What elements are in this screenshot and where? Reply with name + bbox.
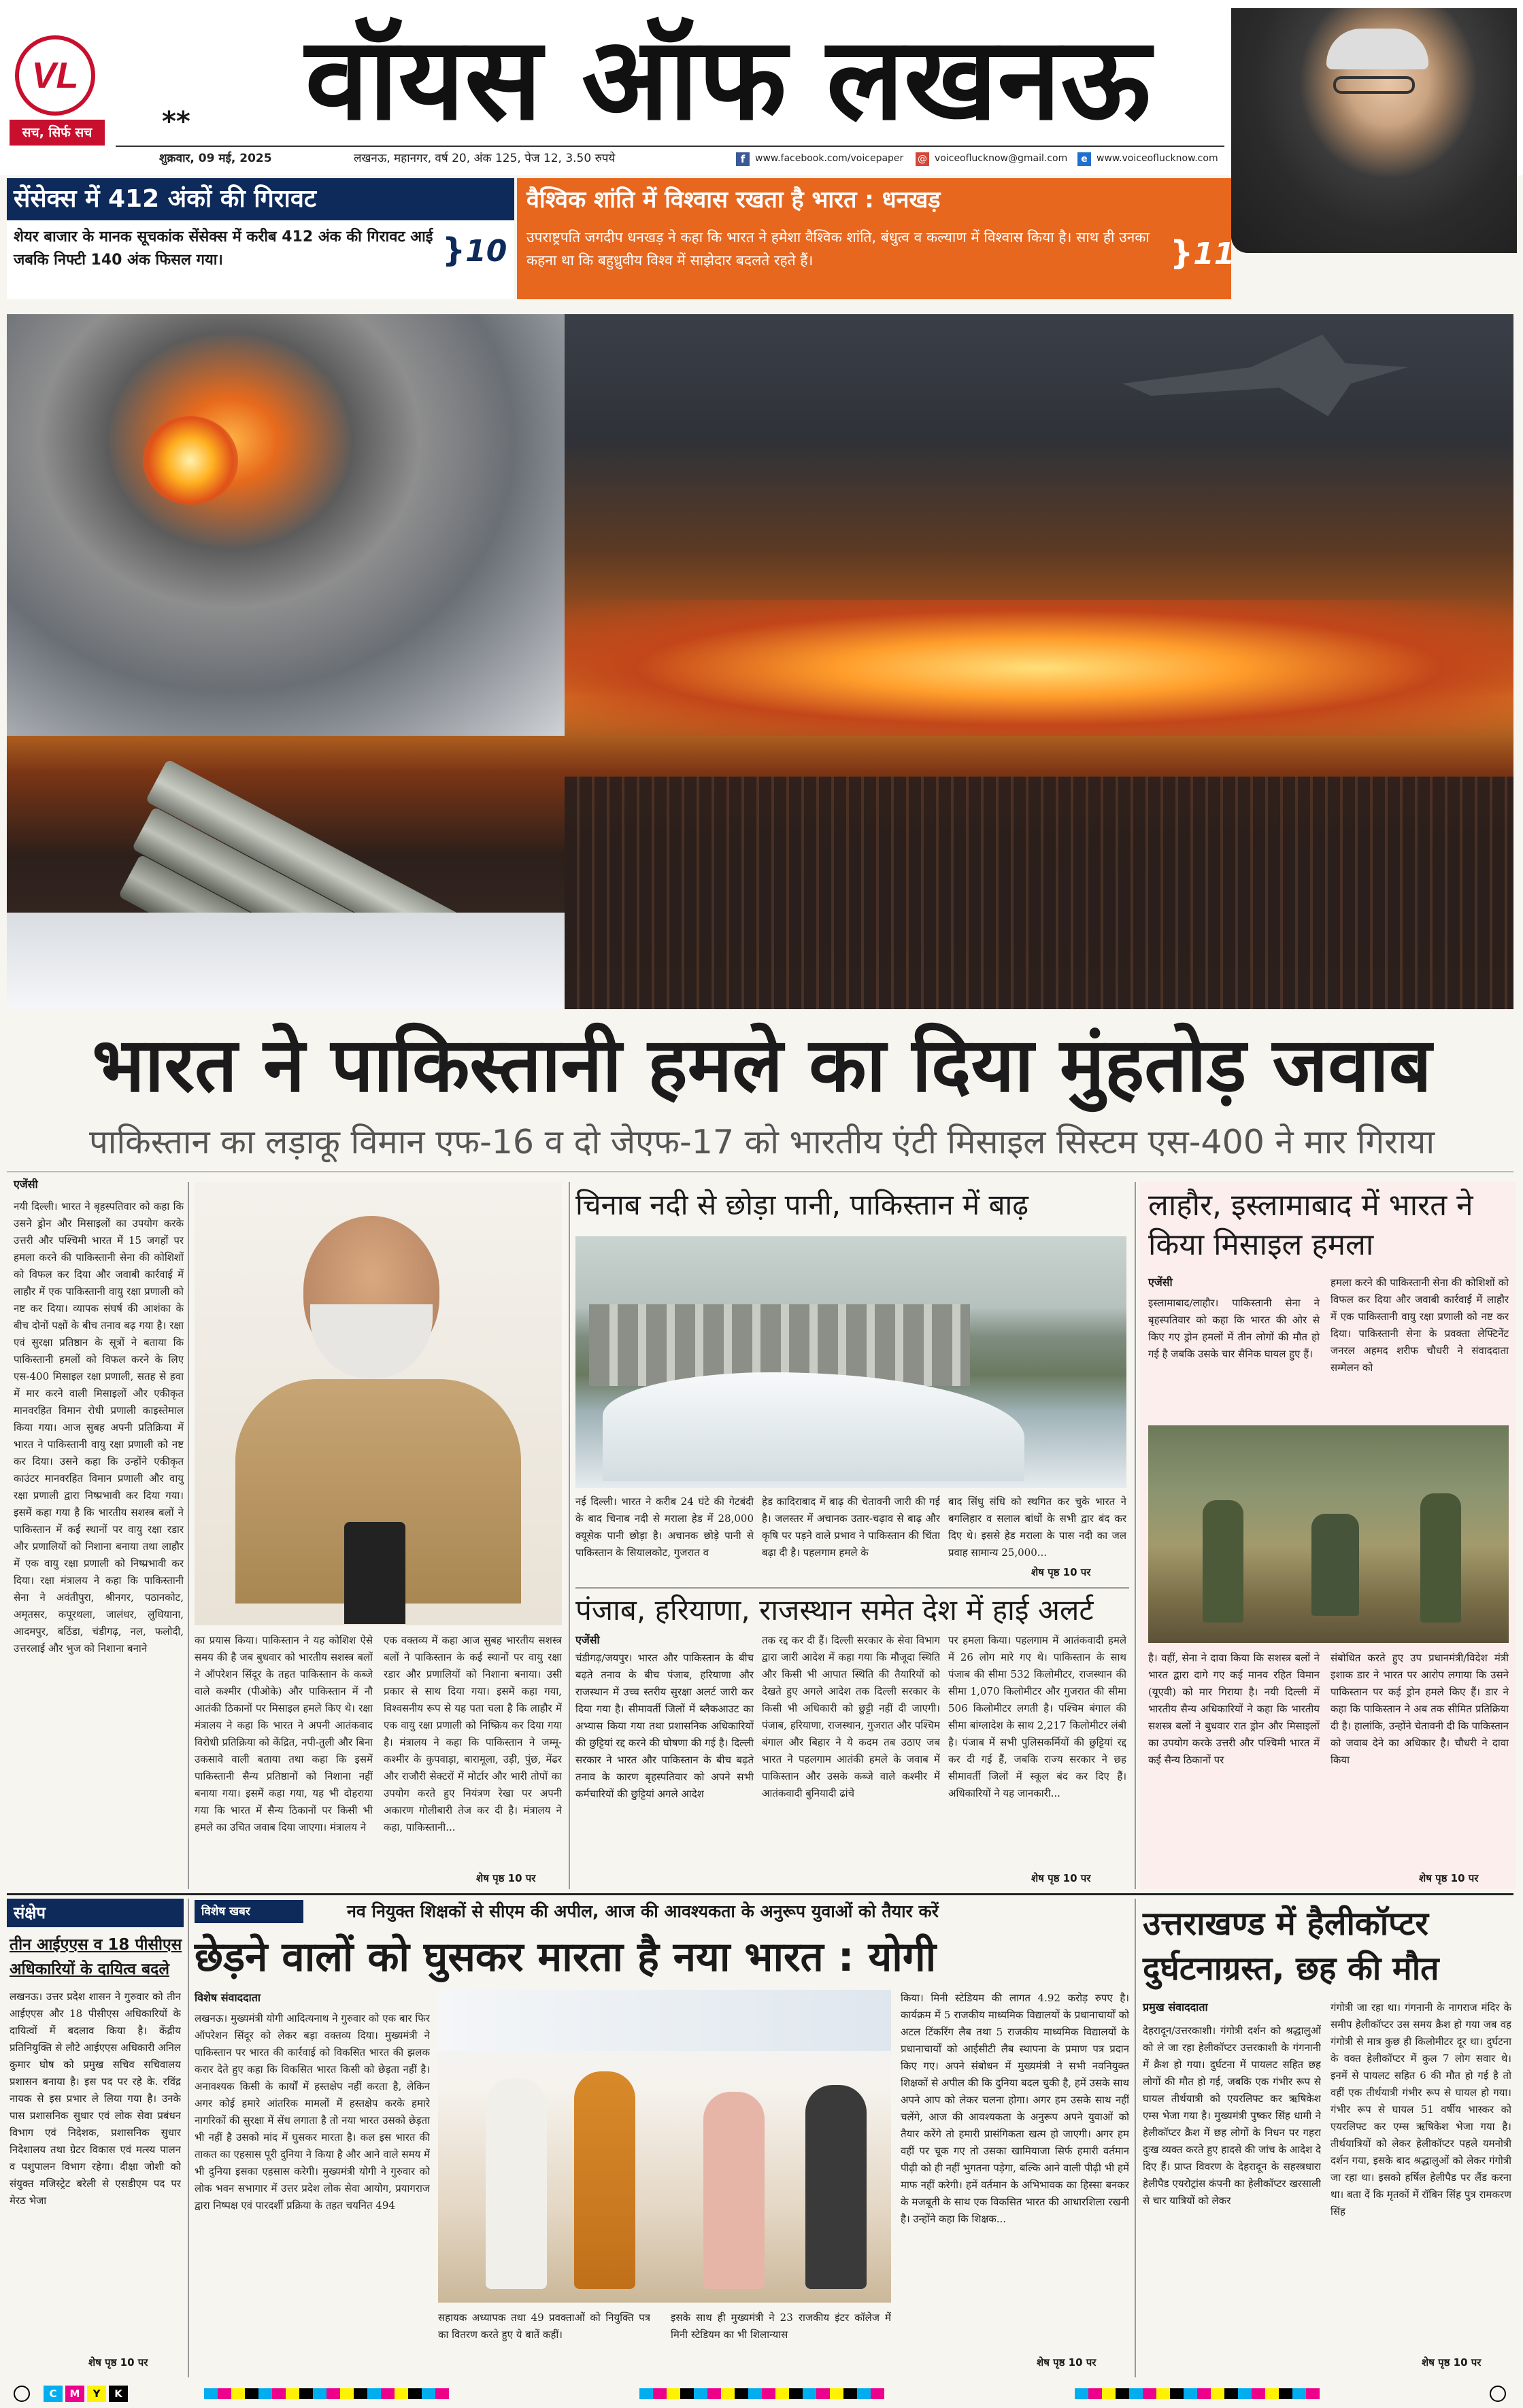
color-bar-2 xyxy=(639,2388,884,2399)
heli-col-1: देहरादून/उत्तरकाशी। गंगोत्री दर्शन को श्रद्धालुओं को ले जा रहा हेलीकॉप्टर उत्तरकाशी के गंगनानी में क्रैश हो गया। दुर्घटना में पायलट सहित छह लोगों की मौत हो गई, जबकि एक गंभीर रूप से घायल तीर्थयात्री को एयरलिफ्ट कर ऋषिकेश एम्स भेजा गया है। मुख्यमंत्री पुष्कर सिंह धामी ने हेलीकॉप्टर क्रैश में छह लोगों के निधन पर गहरा दुःख व्यक्त करते हुए हादसे की जांच के आदेश दे दिए हैं। प्राप्त विवरण के देहरादून के सहस्त्रधारा हेलीपैड एयरोट्रांस कंपनी का हेलीकॉप्टर खरसाली से चार यात्रियों को लेकर xyxy=(1143,2024,1321,2207)
yogi-col-4: किया। मिनी स्टेडियम की लागत 4.92 करोड़ रुपए है। कार्यक्रम में 5 राजकीय माध्यमिक विद्यालयों के प्रधानाचार्यों को अटल टिंकरिंग लैब तथा 5 राजकीय माध्यमिक विद्यालयों के प्रधानाचार्यों को आईसीटी लैब स्थापना के प्रमाण पत्र प्रदान किए गए। अपने संबोधन में मुख्यमंत्री ने सभी नवनियुक्त शिक्षकों से अपील की कि दुनिया बदल चुकी है, हमें उसके साथ अपने आप को लेकर चलना होगा। अगर हम उसके साथ नहीं चलेंगे, आज की आवश्यकता के अनुरूप अपने युवाओं को तैयार करेंगे तो हमारी प्रासंगिकता खत्म हो जाएगी। अगर हम वहीं पर चूक गए तो उसका खामियाजा सिर्फ हमारी वर्तमान पीढ़ी को ही नहीं भुगतना पड़ेगा, बल्कि आने वाली पीढ़ी भी हमें माफ नहीं करेगी। हमें वर्तमान के अभिभावक का हिस्सा बनकर के मजबूती के साथ एक विकसित भारत की आधारशिला रखनी है। उन्होंने कहा कि शिक्षक... xyxy=(901,1992,1129,2225)
dateline-bar xyxy=(116,146,1224,170)
print-marks-bar xyxy=(0,2380,1523,2408)
lahore-headline: लाहौर, इस्लामाबाद में भारत ने किया मिसाइल हमला xyxy=(1148,1188,1473,1262)
alert-continued[interactable]: शेष पृष्ठ 10 पर xyxy=(1031,1872,1091,1884)
teaser-sensex-text: शेयर बाजार के मानक सूचकांक सेंसेक्स में करीब 412 अंक की गिरावट आई जबकि निफ्टी 140 अंक फिसल गया। xyxy=(14,228,433,269)
logo-text: VL xyxy=(31,55,79,96)
hero-city-lights xyxy=(565,777,1513,1009)
tagline: सच, सिर्फ सच xyxy=(22,125,93,140)
lead-col-2: का प्रयास किया। पाकिस्तान ने यह कोशिश ऐसे समय की है जब बुधवार को भारतीय सशस्त्र बलों ने ऑपरेशन सिंदूर के तहत पाकिस्तान के कब्जे वाले कश्मीर (पीओके) और पाकिस्तान में नौ आतंकी ठिकानों पर मिसाइल हमले किए थे। रक्षा मंत्रालय ने कहा कि भारत ने अपनी आतंकवाद विरोधी प्रतिक्रिया को केंद्रित, नपी-तुली और बिना उकसावे वाली बताया तथा कहा कि इसमें पाकिस्तानी सैन्य प्रतिष्ठानों को निशाना नहीं बनाया गया। इसमें कहा गया, यह भी दोहराया गया कि भारत में सैन्य ठिकानों पर किसी भी हमले का उचित जवाब दिया जाएगा। मंत्रालय ने xyxy=(195,1634,373,1833)
yogi-col-2: सहायक अध्यापक तथा 49 प्रवक्ताओं को नियुक्ति पत्र का वितरण करते हुए ये बातें कहीं। xyxy=(438,2311,650,2341)
registration-mark-right xyxy=(1490,2386,1506,2402)
heli-col-2: गंगोत्री जा रहा था। गंगनानी के नागराज मंदिर के समीप हेलीकॉप्टर उस समय क्रैश हो गया जब वह गंगोत्री से मात्र कुछ ही किलोमीटर दूर था। दुर्घटना के वक्त हेलीकॉप्टर में कुल 7 लोग सवार थे। इनमें से पायलट सहित 6 की मौत हो गई है तो वहीं एक तीर्थयात्री गंभीर रूप से घायल हो गया। गंभीर रूप से घायल 51 वर्षीय भास्कर को एयरलिफ्ट कर एम्स ऋषिकेश भेजा गया है। तीर्थयात्रियों को लेकर हेलीकॉप्टर पहले यमनोत्री दर्शन गया, इसके बाद श्रद्धालुओं को लेकर गंगोत्री जा रहा था। इसको हर्षिल हेलीपैड पर लैंड करना था। बता दें कि मृतकों में रॉबिन सिंह पुत्र रामकरण सिंह xyxy=(1330,2001,1511,2218)
cmyk-swatch-c: C xyxy=(44,2386,63,2402)
heli-continued[interactable]: शेष पृष्ठ 10 पर xyxy=(1422,2356,1482,2369)
cmyk-swatch-m: M xyxy=(65,2386,84,2402)
person-white xyxy=(486,2078,547,2289)
teaser-dhankhar-text: उपराष्ट्रपति जगदीप धनखड़ ने कहा कि भारत ने हमेशा वैश्विक शांति, बंधुत्व व कल्याण में विश्वास किया है। साथ ही उनका कहना था कि बहुध्रुवीय विश्व में साझेदार बदलते रहते हैं। xyxy=(526,229,1150,269)
rule-lower-section xyxy=(7,1893,1513,1895)
yogi-byline: विशेष संवाददाता xyxy=(195,1991,261,2004)
divider-1 xyxy=(188,1182,189,1889)
teaser-sensex-headline: सेंसेक्स में 412 अंकों की गिरावट xyxy=(7,178,514,220)
rule-chenab xyxy=(575,1587,1129,1589)
hero-fighter-jet xyxy=(1122,335,1408,416)
person-saffron xyxy=(574,2071,635,2289)
lahore-agency: एजेंसी xyxy=(1148,1276,1173,1289)
lahore-continued[interactable]: शेष पृष्ठ 10 पर xyxy=(1419,1872,1479,1884)
yogi-continued[interactable]: शेष पृष्ठ 10 पर xyxy=(1037,2356,1097,2369)
lahore-col-3: है। वहीं, सेना ने दावा किया कि सशस्त्र बलों ने भारत द्वारा दागे गए कई मानव रहित विमान (यूएवी) को मार गिराया है। नयी दिल्ली में भारतीय सैन्य अधिकारियों ने कहा कि भारतीय सशस्त्र बलों ने बुधवार रात ड्रोन और मिसाइलों का उपयोग करके उत्तरी और पश्चिमी भारत में कई सैन्य ठिकानों पर xyxy=(1148,1652,1320,1766)
microphone-icon xyxy=(344,1522,405,1624)
sankshep-headline: तीन आईएएस व 18 पीसीएस अधिकारियों के दायित्व बदले xyxy=(10,1936,182,1978)
teaser-sensex-page: }10 xyxy=(442,231,507,269)
masthead-title: वॉयस ऑफ लखनऊ xyxy=(305,12,1151,146)
lead-agency: एजेंसी xyxy=(14,1178,38,1191)
alert-col-1: चंडीगढ़/जयपुर। भारत और पाकिस्तान के बीच बढ़ते तनाव के बीच पंजाब, हरियाणा और राजस्थान में उच्च स्तरीय सुरक्षा अलर्ट जारी कर दिया गया है। सीमावर्ती जिलों में ब्लैकआउट का अभ्यास किया गया तथा प्रशासनिक अधिकारियों की छुट्टियां रद्द करने की घोषणा की गई है। दिल्ली सरकार ने भारत और पाकिस्तान के बीच बढ़ते तनाव के कारण बृहस्पतिवार को अपने सभी कर्मचारियों की छुट्टियां अगले आदेश xyxy=(575,1652,754,1800)
hero-explosion xyxy=(143,416,238,505)
website-icon: e xyxy=(1077,152,1091,166)
divider-5 xyxy=(1135,1899,1136,2377)
masthead xyxy=(0,0,1523,175)
soldier-3 xyxy=(1420,1493,1461,1623)
portrait-hair xyxy=(1326,29,1428,69)
heli-headline: उत्तराखण्ड में हैलीकॉप्टर दुर्घटनाग्रस्त, छह की मौत xyxy=(1143,1905,1439,1988)
cmyk-swatch-y: Y xyxy=(87,2386,106,2402)
alert-agency: एजेंसी xyxy=(575,1633,600,1646)
teaser-dhankhar-page-num: 11 xyxy=(1193,237,1235,271)
divider-2 xyxy=(569,1182,570,1889)
soldiers-photo xyxy=(1148,1425,1509,1643)
soldier-1 xyxy=(1203,1500,1243,1623)
edition: लखनऊ, महानगर, वर्ष 20, अंक 125, पेज 12, 3.50 रुपये xyxy=(354,152,616,165)
teaser-dhankhar-headline: वैश्विक शांति में विश्वास रखता है भारत : धनखड़ xyxy=(526,186,941,214)
sankshep-label: संक्षेप xyxy=(7,1899,184,1927)
modi-hair-beard xyxy=(310,1304,433,1379)
facebook-icon: f xyxy=(736,152,750,166)
teaser-sensex-page-num: 10 xyxy=(465,234,507,269)
lead-continued[interactable]: शेष पृष्ठ 10 पर xyxy=(476,1872,536,1884)
lead-headline: भारत ने पाकिस्तानी हमले का दिया मुंहतोड़ जवाब xyxy=(92,1021,1432,1108)
dam-spillway-water xyxy=(603,1372,1024,1481)
registration-mark-left xyxy=(14,2386,30,2402)
color-bar-3 xyxy=(1075,2388,1320,2399)
email-link[interactable]: voiceoflucknow@gmail.com xyxy=(935,153,1068,164)
tagline-box xyxy=(10,120,105,146)
hero-fire-band xyxy=(565,600,1513,736)
yogi-ceremony-photo xyxy=(438,1990,891,2303)
lahore-col-2: हमला करने की पाकिस्तानी सेना की कोशिशों को विफल कर दिया और जवाबी कार्रवाई में लाहौर में एक पाकिस्तानी वायु रक्षा प्रणाली को नष्ट कर दिया। पाकिस्तानी सेना के प्रवक्ता लेफ्टिनेंट जनरल अहमद शरीफ चौधरी ने संवाददाता सम्मेलन को xyxy=(1330,1276,1509,1374)
lead-subheadline: पाकिस्तान का लड़ाकू विमान एफ-16 व दो जेएफ-17 को भारतीय एंटी मिसाइल सिस्टम एस-400 ने मार गिराया xyxy=(88,1123,1435,1161)
soldier-2 xyxy=(1311,1514,1359,1616)
sankshep-continued[interactable]: शेष पृष्ठ 10 पर xyxy=(88,2356,148,2369)
stage-banner xyxy=(438,1990,891,2051)
stars: ** xyxy=(162,106,190,137)
divider-4 xyxy=(188,1899,189,2377)
yogi-kicker: नव नियुक्त शिक्षकों से सीएम की अपील, आज की आवश्यकता के अनुरूप युवाओं को तैयार करें xyxy=(347,1901,939,1921)
person-suit xyxy=(805,2085,867,2289)
chenab-continued[interactable]: शेष पृष्ठ 10 पर xyxy=(1031,1566,1091,1578)
color-bar-1 xyxy=(204,2388,449,2399)
lead-col-1: नयी दिल्ली। भारत ने बृहस्पतिवार को कहा कि उसने ड्रोन और मिसाइलों का उपयोग करके उत्तरी और पश्चिमी भारत में 15 जगहों पर हमला करने की पाकिस्तानी सेना की कोशिशों को विफल कर दिया और जवाबी कार्रवाई में लाहौर में एक पाकिस्तानी वायु रक्षा प्रणाली को नष्ट कर दिया। व्यापक संघर्ष की आशंका के बीच दोनों पक्षों के बीच तनाव बढ़ गया है। रक्षा एवं सुरक्षा प्रतिष्ठान के सूत्रों ने बताया कि पाकिस्तानी हमलों को विफल करने के लिए एस-400 मिसाइल रक्षा प्रणाली, सतह से हवा में मार करने वाली मिसाइलों और एकीकृत मानवरहित विमान रोधी प्रणाली काइस्तेमाल किया गया। आज सुबह अपनी प्रतिक्रिया में भारत ने पाकिस्तानी वायु रक्षा प्रणाली को नष्ट कर दिया। उसने कहा कि उन्होंने एकीकृत काउंटर मानवरहित विमान प्रणाली और वायु रक्षा प्रणाली द्वारा निष्प्रभावी कर दिया गया। इसमें कहा गया है कि भारतीय सशस्त्र बलों ने पाकिस्तान में कई स्थानों पर वायु रक्षा रडार और प्रणालियों को निशाना बनाया तथा लाहौर में एक वायु रक्षा प्रणाली को निष्प्रभावी कर दिया। रक्षा मंत्रालय ने कहा कि पाकिस्तानी सेना ने अवंतीपुरा, श्रीनगर, पठानकोट, अमृतसर, कपूरथला, जालंधर, लुधियाना, आदमपुर, बठिंडा, चंडीगढ़, नल, फलोदी, उत्तरलाई और भुज को निशाना बनाने xyxy=(14,1200,184,1655)
teaser-dhankhar-page: }11 xyxy=(1170,234,1235,272)
chenab-headline: चिनाब नदी से छोड़ा पानी, पाकिस्तान में बाढ़ xyxy=(575,1188,1028,1221)
yogi-label: विशेष खबर xyxy=(195,1900,303,1923)
portrait-glasses-icon xyxy=(1333,76,1415,94)
modi-photo xyxy=(195,1182,562,1625)
alert-col-2: तक रद्द कर दी हैं। दिल्ली सरकार के सेवा विभाग द्वारा जारी आदेश में कहा गया कि मौजूदा स्थिति और किसी भी आपात स्थिति की तैयारियों को देखते हुए अगले आदेश तक दिल्ली सरकार के किसी भी अधिकारी को छुट्टी नहीं दी जाएगी। पंजाब, हरियाणा, राजस्थान, गुजरात और पश्चिम बंगाल और बिहार ने ये कदम तब उठाए जब भारत ने पहलगाम आतंकी हमले के जवाब में पाकिस्तान और उसके कब्जे वाले कश्मीर में आतंकवादी बुनियादी ढांचे xyxy=(762,1634,940,1799)
teaser-dhankhar[interactable] xyxy=(517,178,1235,299)
chenab-dam-photo xyxy=(575,1236,1126,1488)
yogi-col-1: लखनऊ। मुख्यमंत्री योगी आदित्यनाथ ने गुरुवार को एक बार फिर ऑपरेशन सिंदूर को लेकर बड़ा वक्तव्य दिया। मुख्यमंत्री ने पाकिस्तान पर भारत की कार्रवाई को विकसित भारत की झलक करार देते हुए कहा कि विकसित भारत किसी को छेड़ता नहीं है। अनावश्यक किसी के कार्यों में हस्तक्षेप नहीं करता है, लेकिन अगर कोई हमारे आंतरिक मामलों में हस्तक्षेप करके हमारे नागरिकों की सुरक्षा में सेंध लगाता है तो नया भारत उसको छेड़ता भी नहीं है उसको मांद में घुसकर मारता है। कल इस भारत की ताकत का एहसास पूरी दुनिया ने किया है और आने वाले समय में भी दुनिया इसका एहसास करेगी। मुख्यमंत्री योगी ने गुरुवार को लोक भवन सभागार में उत्तर प्रदेश लोक सेवा आयोग, प्रयागराज द्वारा निष्पक्ष एवं पारदर्शी प्रक्रिया के तहत चयनित 494 xyxy=(195,2012,430,2211)
heli-byline: प्रमुख संवाददाता xyxy=(1143,2001,1208,2014)
hero-snow-ground xyxy=(7,913,565,1009)
sankshep-text: लखनऊ। उत्तर प्रदेश शासन ने गुरुवार को तीन आईएएस और 18 पीसीएस अधिकारियों के दायित्वों में बदलाव किया है। केंद्रीय प्रतिनियुक्ति से लौटे आईएएस अधिकारी अनिल कुमार घोष को प्रमुख सचिव सचिवालय प्रशासन बनाया है। इस पद पर रहे के. रविंद्र नायक से इस प्रभार ले लिया गया है। उनके पास प्रशासनिक सुधार एवं लोक सेवा प्रबंधन विभाग एवं निदेशक, प्रशासनिक सुधार निदेशालय तथा ग्रेटर विकास एवं मत्स्य पालन व पशुपालन विभाग रहेगा। दीक्षा जोशी को संयुक्त मजिस्ट्रेट बरेली से एसडीएम पद पर मेरठ भेजा xyxy=(10,1990,181,2207)
dhankhar-portrait xyxy=(1231,8,1517,253)
yogi-col-3: इसके साथ ही मुख्यमंत्री ने 23 राजकीय इंटर कॉलेज में मिनी स्टेडियम का भी शिलान्यास xyxy=(671,2311,891,2341)
facebook-link[interactable]: www.facebook.com/voicepaper xyxy=(755,153,904,164)
alert-col-3: पर हमला किया। पहलगाम में आतंकवादी हमले में 26 लोग मारे गए थे। पाकिस्तान के साथ पंजाब की सीमा 532 किलोमीटर, राजस्थान की सीमा 1,070 किलोमीटर और गुजरात की सीमा 506 किलोमीटर लगती है। पश्चिम बंगाल की सीमा बांग्लादेश के साथ 2,217 किलोमीटर लंबी है। पंजाब में सभी पुलिसकर्मियों की छुट्टियां रद्द कर दी गई हैं, जबकि राज्य सरकार ने छह सीमावर्ती जिलों में स्कूल बंद कर दिए हैं। अधिकारियों ने यह जानकारी... xyxy=(948,1634,1126,1799)
chenab-col-1: नई दिल्ली। भारत ने करीब 24 घंटे की गेटबंदी के बाद चिनाब नदी से मराला हेड में 28,000 क्यूसेक पानी छोड़ा है। अचानक छोड़े पानी से पाकिस्तान के सियालकोट, गुजरात व xyxy=(575,1495,754,1559)
website-link[interactable]: www.voiceoflucknow.com xyxy=(1097,153,1218,164)
lahore-col-1: इस्लामाबाद/लाहौर। पाकिस्तानी सेना ने बृहस्पतिवार को कहा कि भारत की ओर से किए गए ड्रोन हमलों में तीन लोगों की मौत हो गई है जबकि उसके चार सैनिक घायल हुए हैं। xyxy=(1148,1297,1320,1360)
cmyk-swatch-k: K xyxy=(109,2386,128,2402)
dateline: शुक्रवार, 09 मई, 2025 xyxy=(159,152,272,165)
rule-under-sub xyxy=(7,1171,1513,1172)
person-teacher xyxy=(703,2092,765,2289)
lead-col-3: एक वक्तव्य में कहा आज सुबह भारतीय सशस्त्र बलों ने पाकिस्तान के कई स्थानों पर वायु रक्षा रडार और प्रणालियों को निशाना बनाया। उसी प्रकार से साथ दिया गया। इसमें कहा गया, विश्वसनीय रूप से यह पता चला है कि लाहौर में एक वायु रक्षा प्रणाली को निष्क्रिय कर दिया गया है। मंत्रालय ने कहा कि पाकिस्तान ने जम्मू-कश्मीर के कुपवाड़ा, बारामूला, उड़ी, पुंछ, मेंढर और राजौरी सेक्टरों में मोर्टार और भारी तोपों का उपयोग करते हुए नियंत्रण रेखा पर अपनी अकारण गोलीबारी तेज कर दी है। मंत्रालय ने कहा, पाकिस्तानी... xyxy=(384,1634,562,1833)
chenab-col-2: हेड कादिराबाद में बाढ़ की चेतावनी जारी की गई है। जलस्तर में अचानक उतार-चढ़ाव से बाढ़ और कृषि पर पड़ने वाले प्रभाव ने पाकिस्तान की चिंता बढ़ा दी है। पहलगाम हमले के xyxy=(762,1495,940,1559)
chenab-col-3: बाद सिंधु संधि को स्थगित कर चुके भारत ने बगलिहार व सलाल बांधों के सभी द्वार बंद कर दिए थे। इससे हेड मराला के पास नदी का जल प्रवाह सामान्य 25,000... xyxy=(948,1495,1126,1559)
vl-logo xyxy=(15,35,95,116)
email-icon: @ xyxy=(916,152,929,166)
alert-headline: पंजाब, हरियाणा, राजस्थान समेत देश में हाई अलर्ट xyxy=(575,1593,1094,1627)
lahore-col-4: संबोधित करते हुए उप प्रधानमंत्री/विदेश मंत्री इशाक डार ने भारत पर आरोप लगाया कि उसने पाकिस्तान पर कई ड्रोन हमले किए हैं। डार ने कहा कि पाकिस्तान ने अब तक सीमित प्रतिक्रिया दी है। हालांकि, उन्होंने चेतावनी दी कि पाकिस्तान को जवाब देने का अधिकार है। चौधरी ने दावा किया xyxy=(1330,1652,1509,1766)
yogi-headline: छेड़ने वालों को घुसकर मारता है नया भारत : योगी xyxy=(195,1933,937,1981)
divider-3 xyxy=(1135,1182,1136,1889)
teaser-sensex[interactable] xyxy=(7,178,514,299)
hero-war-image xyxy=(7,314,1513,1009)
